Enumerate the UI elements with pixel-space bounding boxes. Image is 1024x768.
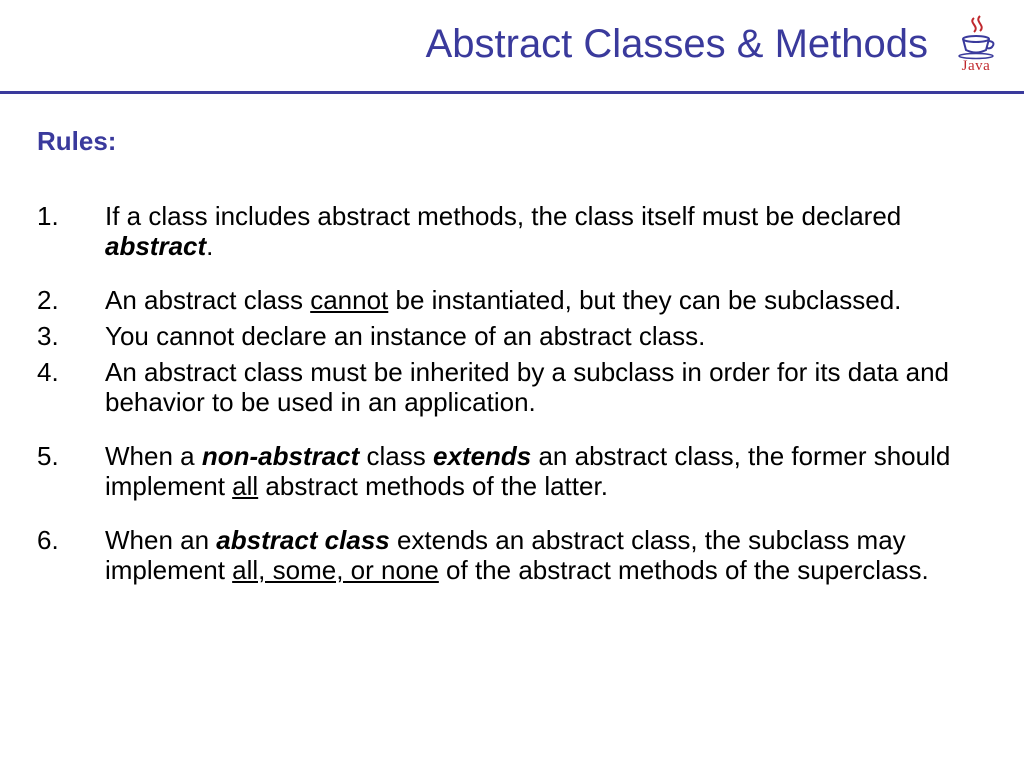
rule-text-segment: You cannot declare an instance of an abstract class. [105, 321, 706, 351]
rule-item [37, 357, 977, 417]
java-logo [950, 14, 1002, 78]
rule-text-segment: An abstract class must be inherited by a subclass in order for its data and behavior to be used in an application. [105, 357, 949, 417]
emphasis-text: non-abstract [201, 441, 360, 471]
rule-number: 4. [37, 357, 59, 387]
rule-text [105, 321, 705, 351]
underlined-text: all, some, or none [232, 555, 439, 585]
rule-number: 5. [37, 441, 59, 471]
rule-text-segment: class [359, 441, 433, 471]
rule-text-segment: When an [105, 525, 217, 555]
rule-item [37, 321, 977, 351]
rule-text-segment: an abstract class, the former should implement [105, 441, 951, 501]
rule-text [105, 525, 929, 585]
rule-item [37, 441, 977, 501]
rule-number: 6. [37, 525, 59, 555]
emphasis-text: abstract class [216, 525, 390, 555]
emphasis-text: abstract [105, 231, 207, 261]
rule-text-segment: abstract methods of the latter. [258, 471, 608, 501]
slide-title: Abstract Classes & Methods [425, 22, 928, 66]
rule-text [105, 201, 901, 261]
rules-list [37, 201, 977, 609]
section-heading: Rules: [37, 126, 117, 156]
underlined-text: all [232, 471, 259, 501]
rule-text-segment: . [206, 231, 214, 261]
rule-text-segment: If a class includes abstract methods, the class itself must be declared [105, 201, 902, 231]
java-coffee-cup-icon [950, 14, 1002, 60]
rule-item [37, 525, 977, 585]
title-divider [0, 91, 1024, 94]
rule-text-segment: extends an abstract class, the subclass may implement [105, 525, 906, 585]
rule-number: 1. [37, 201, 59, 231]
rule-text [105, 285, 901, 315]
rule-item [37, 201, 977, 261]
rule-text-segment: be instantiated, but they can be subclassed. [388, 285, 902, 315]
rule-text-segment: of the abstract methods of the superclass. [438, 555, 929, 585]
rule-item [37, 285, 977, 315]
emphasis-text: extends [432, 441, 532, 471]
rule-number: 3. [37, 321, 59, 351]
java-logo-text: Java [961, 58, 991, 74]
rule-text [105, 441, 950, 501]
underlined-text: cannot [310, 285, 389, 315]
rule-number: 2. [37, 285, 59, 315]
rule-text [105, 357, 949, 417]
rule-text-segment: An abstract class [105, 285, 311, 315]
rule-text-segment: When a [105, 441, 202, 471]
